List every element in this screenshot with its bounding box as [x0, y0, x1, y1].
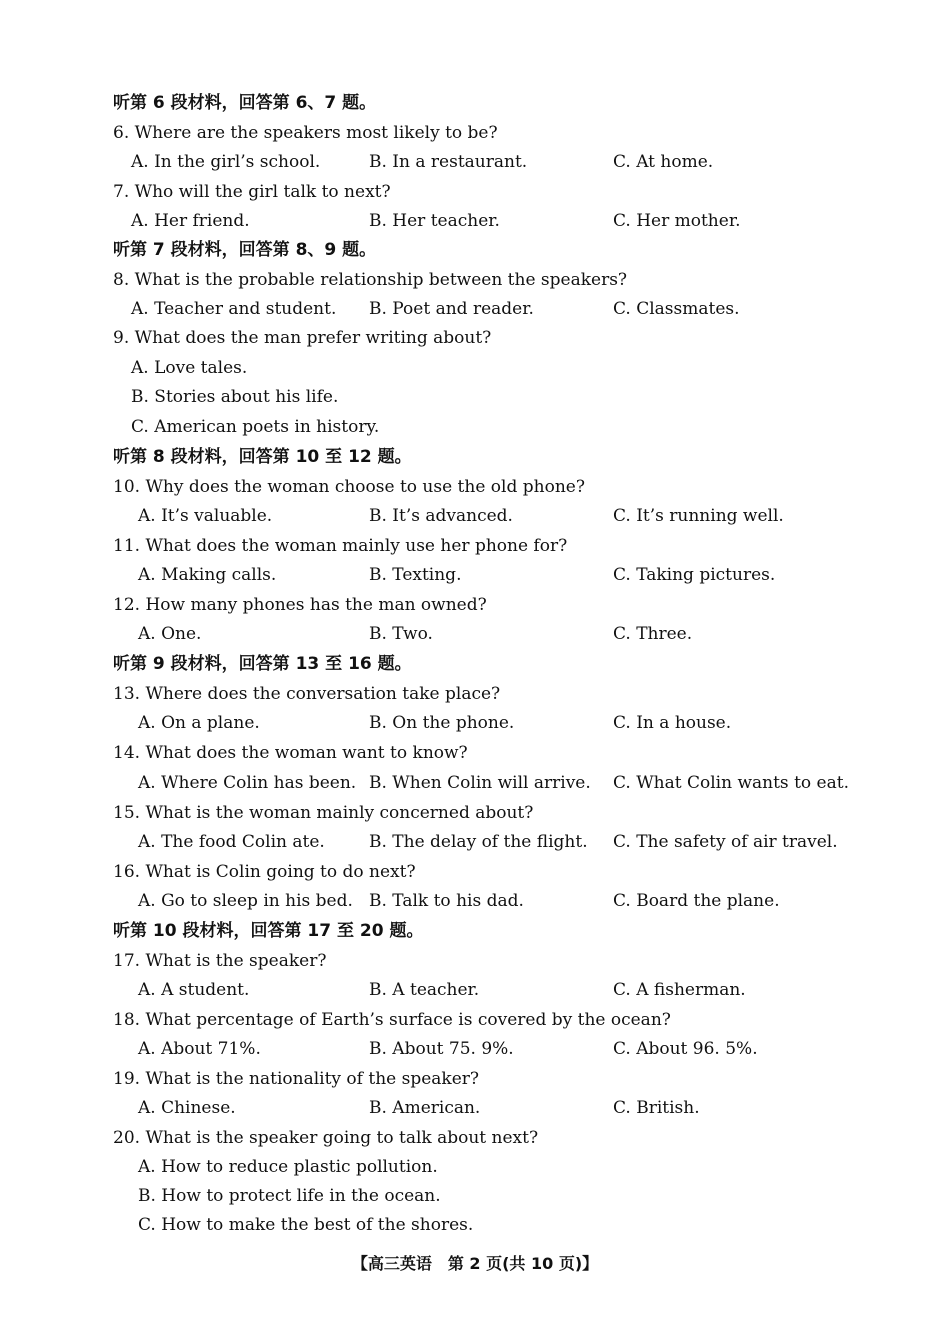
question-text: 20. What is the speaker going to talk about next?	[113, 1128, 539, 1148]
option-c: C. The safety of air travel.	[613, 832, 838, 852]
question-text: 6. Where are the speakers most likely to be?	[113, 123, 498, 143]
option-a: A. Where Colin has been.	[138, 773, 357, 793]
option-c: C. In a house.	[613, 713, 732, 733]
option-b: B. About 75. 9%.	[369, 1039, 514, 1059]
option-a: A. A student.	[138, 980, 250, 1000]
option-b: B. When Colin will arrive.	[369, 773, 591, 793]
option-a: A. On a plane.	[138, 713, 260, 733]
section-heading: 听第 9 段材料，回答第 13 至 16 题。	[113, 654, 412, 674]
option-b: B. It’s advanced.	[369, 506, 513, 526]
option-c: C. American poets in history.	[131, 417, 380, 437]
question-text: 9. What does the man prefer writing about?	[113, 328, 492, 348]
option-a: A. The food Colin ate.	[138, 832, 325, 852]
option-c: C. At home.	[613, 152, 714, 172]
question-text: 14. What does the woman want to know?	[113, 743, 468, 763]
option-c: C. How to make the best of the shores.	[138, 1215, 474, 1235]
option-b: B. American.	[369, 1098, 481, 1118]
question-text: 8. What is the probable relationship between the speakers?	[113, 270, 628, 290]
option-a: A. One.	[138, 624, 202, 644]
option-c: C. Board the plane.	[613, 891, 780, 911]
option-a: A. Go to sleep in his bed.	[138, 891, 353, 911]
option-a: A. Teacher and student.	[131, 299, 337, 319]
question-text: 7. Who will the girl talk to next?	[113, 182, 391, 202]
question-text: 15. What is the woman mainly concerned about?	[113, 803, 534, 823]
option-c: C. A fisherman.	[613, 980, 746, 1000]
option-a: A. It’s valuable.	[138, 506, 273, 526]
option-b: B. In a restaurant.	[369, 152, 528, 172]
option-a: A. Love tales.	[131, 358, 248, 378]
option-b: B. Her teacher.	[369, 211, 500, 231]
option-a: A. Her friend.	[131, 211, 250, 231]
section-heading: 听第 6 段材料，回答第 6、7 题。	[113, 93, 377, 113]
option-c: C. British.	[613, 1098, 700, 1118]
option-c: C. Taking pictures.	[613, 565, 776, 585]
question-text: 16. What is Colin going to do next?	[113, 862, 416, 882]
question-text: 10. Why does the woman choose to use the old phone?	[113, 477, 585, 497]
option-a: A. About 71%.	[138, 1039, 261, 1059]
question-text: 18. What percentage of Earth’s surface is covered by the ocean?	[113, 1010, 671, 1030]
option-b: B. On the phone.	[369, 713, 515, 733]
option-a: A. Chinese.	[138, 1098, 236, 1118]
option-a: A. How to reduce plastic pollution.	[138, 1157, 438, 1177]
section-heading: 听第 10 段材料，回答第 17 至 20 题。	[113, 921, 424, 941]
option-b: B. Texting.	[369, 565, 462, 585]
option-b: B. How to protect life in the ocean.	[138, 1186, 441, 1206]
section-heading: 听第 8 段材料，回答第 10 至 12 题。	[113, 447, 412, 467]
question-text: 12. How many phones has the man owned?	[113, 595, 487, 615]
page-footer: 【高三英语 第 2 页(共 10 页)】	[351, 1254, 599, 1273]
question-text: 19. What is the nationality of the speaker?	[113, 1069, 480, 1089]
option-b: B. A teacher.	[369, 980, 480, 1000]
option-a: A. Making calls.	[138, 565, 277, 585]
option-b: B. Two.	[369, 624, 433, 644]
option-c: C. It’s running well.	[613, 506, 784, 526]
option-a: A. In the girl’s school.	[131, 152, 321, 172]
option-b: B. Talk to his dad.	[369, 891, 524, 911]
question-text: 17. What is the speaker?	[113, 951, 327, 971]
question-text: 11. What does the woman mainly use her phone for?	[113, 536, 568, 556]
option-c: C. Classmates.	[613, 299, 740, 319]
option-c: C. Her mother.	[613, 211, 741, 231]
option-c: C. Three.	[613, 624, 693, 644]
option-b: B. The delay of the flight.	[369, 832, 588, 852]
option-c: C. What Colin wants to eat.	[613, 773, 849, 793]
option-c: C. About 96. 5%.	[613, 1039, 758, 1059]
question-text: 13. Where does the conversation take place?	[113, 684, 501, 704]
section-heading: 听第 7 段材料，回答第 8、9 题。	[113, 240, 377, 260]
option-b: B. Poet and reader.	[369, 299, 534, 319]
option-b: B. Stories about his life.	[131, 387, 339, 407]
